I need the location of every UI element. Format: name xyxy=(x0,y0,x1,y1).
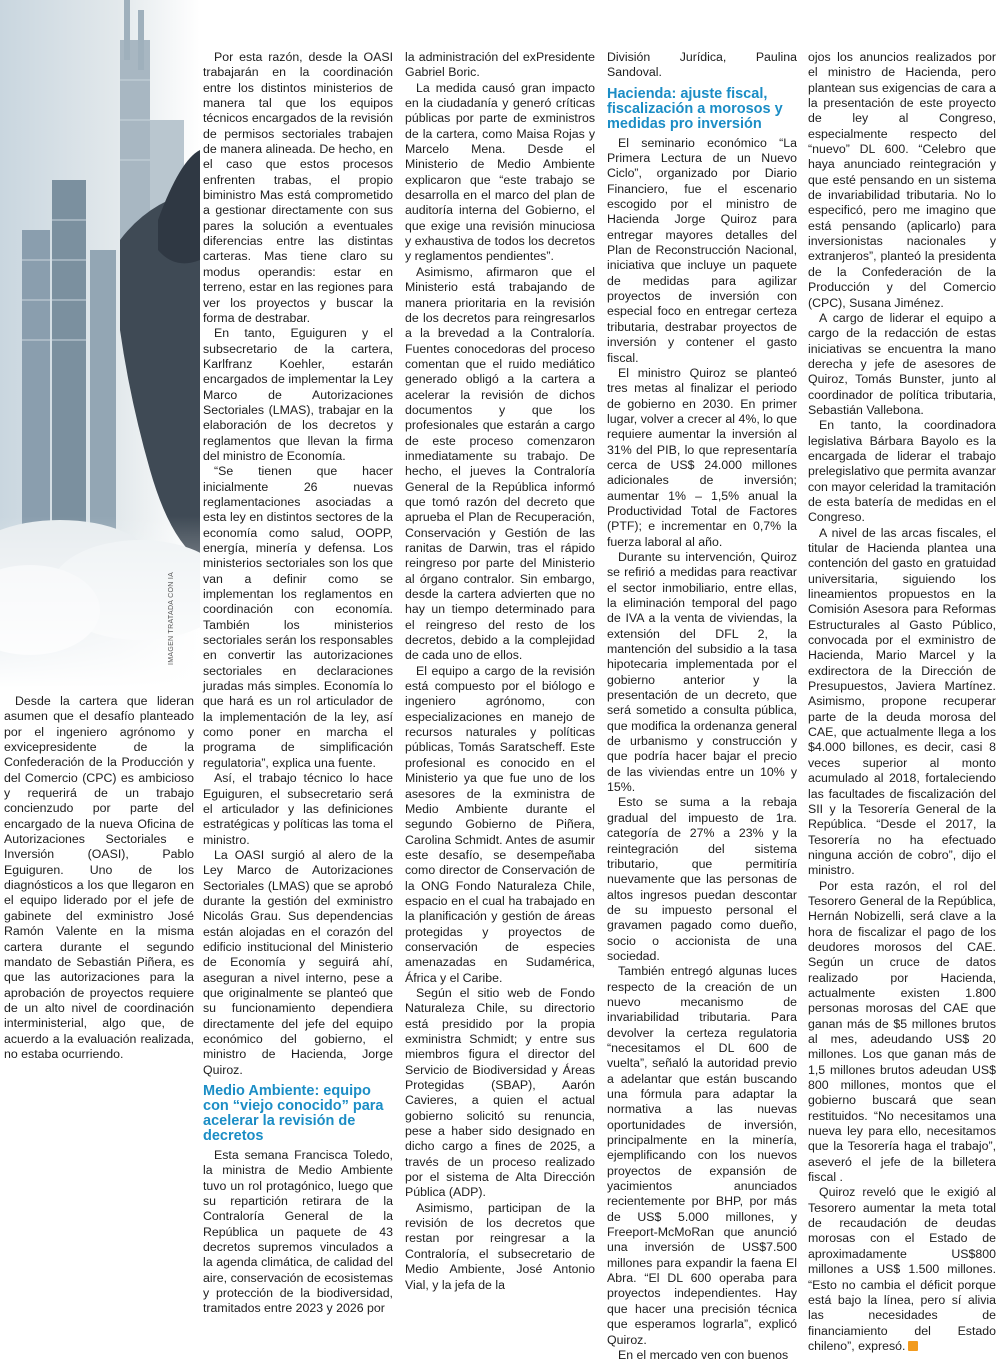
end-mark-icon xyxy=(908,1341,918,1351)
paragraph: Según el sitio web de Fondo Naturaleza Chile, su directorio está presidido por la propia exministra Schmidt; y entre sus miembros figura el director del Servicio de Biodiversidad y Áreas Protegidas (SBAP), Aarón Cavieres, a quien el actual gobierno solicitó su renuncia, pese a haber sido designado en dicho cargo a fines de 2025, a través de un proceso realizado por el sistema de Alta Dirección Pública (ADP). xyxy=(405,985,595,1200)
article-column-4 xyxy=(607,50,797,1363)
article-column-1 xyxy=(4,694,194,1062)
paragraph: A nivel de las arcas fiscales, el titular de Hacienda plantea una contención del gasto en gratuidad universitaria, siguiendo los lineamientos propuestos en la Comisión Asesora para Reformas Estructurales al Gasto Público, convocada por el exministro de Hacienda, Mario Marcel y la exdirectora de la Dirección de Presupuestos, Javiera Martínez. Asimismo, propone recuperar parte de la deuda morosa del CAE, que actualmente llega a los $4.000 billones, es decir, casi 8 veces superior al monto acumulado al 2018, fortaleciendo las facultades de fiscalización del SII y la Tesorería General de la República. “Desde el 2017, la Tesorería no ha efectuado ninguna acción de cobro”, dijo el ministro. xyxy=(808,525,996,878)
paragraph: la administración del exPresidente Gabriel Boric. xyxy=(405,50,595,80)
paragraph: Por esta razón, desde la OASI trabajarán en la coordinación entre los distintos ministerios de manera tal que los equipos técnicos encargados de la revisión de permisos sectoriales trabajen de manera alineada. De hecho, en el caso que estos procesos enfrenten trabas, el propio biministro Mas está comprometido a gestionar directamente con sus pares la solución a eventuales diferencias entre las distintas carteras. Mas tiene claro su modus operandis: estar en terreno, estar en las regiones para ver los proyectos y buscar la forma de destrabar. xyxy=(203,50,393,325)
paragraph: “Se tienen que hacer inicialmente 26 nuevas reglamentaciones asociadas a esta ley en distintos sectores de la economía como salud, OOPP, energía, minería y defensa. Los ministerios sectoriales son los que van a definir como se implementan los reglamentos en coordinación con economía. También los ministerios sectoriales serán los responsables en convertir las autorizaciones sectoriales en declaraciones juradas más simples. Economía lo que hará es un rol articulador de la implementación de la ley, así como poner en marcha el programa de simplificación regulatoria”, explica una fuente. xyxy=(203,464,393,770)
paragraph: El ministro Quiroz se planteó tres metas al finalizar el periodo de gobierno en 2030. En primer lugar, volver a crecer al 4%, lo que requiere aumentar la inversión al 31% del PIB, lo que representaría cerca de US$ 24.000 millones adicionales de inversión; aumentar 1% – 1,5% anual la Productividad Total de Factores (PTF); e incrementar en 0,7% la fuerza laboral al año. xyxy=(607,365,797,549)
section-heading-medio-ambiente: Medio Ambiente: equipo con “viejo conocido” para acelerar la revisión de decretos xyxy=(203,1083,384,1145)
paragraph: Asimismo, afirmaron que el Ministerio está trabajando de manera prioritaria en la revisión de los decretos para reingresarlos a la brevedad a la Contraloría. Fuentes conocedoras del proceso comentan que el ruido mediático generado obligó a la cartera a acelerar la revisión de dichos documentos y que los profesionales que estarán a cargo de este proceso comenzaron inmediatamente su trabajo. De hecho, el jueves la Contraloría General de la República informó que tomó razón del decreto que aprueba el Plan de Recuperación, Conservación y Gestión de las ranitas de Darwin, tras el rápido reingreso por parte del Ministerio al órgano contralor. Sin embargo, desde la cartera advierten que no hay un tiempo determinado para el reingreso del resto de los decretos, debido a la complejidad de cada uno de ellos. xyxy=(405,264,595,663)
paragraph: ojos los anuncios realizados por el ministro de Hacienda, pero plantean sus exigencias de cara a la presentación de este proyecto de ley al Congreso, especialmente respecto del “nuevo” DL 600. “Celebro que haya anunciado reintegración y que esté pensando en un sistema de invariabilidad tributaria. No lo especificó, pero me imagino que está pensando (aplicarlo) para inversionistas nacionales y extranjeros”, planteó la presidenta de la Confederación de la Producción y del Comercio (CPC), Susana Jiménez. xyxy=(808,50,996,310)
section-heading-hacienda: Hacienda: ajuste fiscal, fiscalización a morosos y medidas pro inversión xyxy=(607,85,783,132)
paragraph: El equipo a cargo de la revisión está compuesto por el biólogo e ingeniero agrónomo, con especializaciones en manejo de recursos naturales y políticas públicas, Tomás Saratscheff. Este profesional es conocido en el Ministerio ya que fue uno de los asesores de la exministra de Medio Ambiente durante el segundo Gobierno de Piñera, Carolina Schmidt. Antes de asumir este desafío, se desempeñaba como director de Conservación de la ONG Fondo Naturaleza Chile, espacio en el cual ha trabajado en la planificación y gestión de áreas protegidas y proyectos de conservación de especies amenazadas en Sudamérica, África y el Caribe. xyxy=(405,663,595,985)
paragraph: La medida causó gran impacto en la ciudadanía y generó críticas públicas por parte de exministros de la cartera, como Maisa Rojas y Marcelo Mena. Desde el Ministerio de Medio Ambiente explicaron que “este trabajo se desarrolla en el marco del plan de auditoría interna del Gobierno, el que exige una revisión minuciosa y exhaustiva de todos los decretos y reglamentos pendientes”. xyxy=(405,80,595,264)
paragraph: Así, el trabajo técnico lo hace Eguiguren, el subsecretario será el articulador y las definiciones estratégicas y políticas las toma el ministro. xyxy=(203,771,393,847)
paragraph-last xyxy=(808,1185,996,1354)
article-column-2 xyxy=(203,50,393,1317)
paragraph: Durante su intervención, Quiroz se refirió a medidas para reactivar el sector inmobiliario, entre ellas, la eliminación temporal del pago de IVA a la venta de viviendas, la extensión del DFL 2, la mantención del subsidio a la tasa hipotecaria implementada por el gobierno anterior y la presentación de un decreto, que será sometido a consulta pública, que modifica la ordenanza general de urbanismo y construcción y que podría hacer bajar el precio de las viviendas entre un 10% y 15%. xyxy=(607,549,797,795)
article-column-3 xyxy=(405,50,595,1293)
image-credit: IMAGEN TRATADA CON IA xyxy=(168,571,175,665)
paragraph: También entregó algunas luces respecto de la creación de un nuevo mecanismo de invariabilidad tributaria. Para devolver la certeza regulatoria “necesitamos el DL 600 de vuelta”, señaló la autoridad previo a adelantar que están buscando una fórmula para adaptar la normativa a las nuevas oportunidades de inversión, principalmente en la minería, ejemplificando con los nuevos proyectos de expansión de yacimientos anunciados recientemente por BHP, por más de US$ 5.000 millones, y Freeport-McMoRan que anunció una inversión de US$7.500 millones para expandir la faena El Abra. “El DL 600 operaba para proyectos independientes. Hay que hacer una precisión técnica que esperamos lograrla”, explicó Quiroz. xyxy=(607,964,797,1347)
paragraph: A cargo de liderar el equipo a cargo de la redacción de estas iniciativas se encuentra la mano derecha y jefe de asesores de Quiroz, Tomás Bunster, junto al coordinador de política tributaria, Sebastián Vallebona. xyxy=(808,310,996,417)
paragraph: Esto se suma a la rebaja gradual del impuesto de 1ra. categoría de 27% a 23% y la reintegración del sistema tributario, que permitiría nuevamente que las personas de altos ingresos puedan descontar de su impuesto personal el gravamen pagado como dueño, socio o accionista de una sociedad. xyxy=(607,795,797,963)
article-column-5 xyxy=(808,50,996,1354)
paragraph: División Jurídica, Paulina Sandoval. xyxy=(607,50,797,80)
paragraph-text: Quiroz reveló que le exigió al Tesorero aumentar la meta total de recaudación de deudas morosas con el Estado de aproximadamente US$800 millones a US$ 1.500 millones. “Esto no cambia el déficit porque está bajo la línea, pero sí alivia las necesidades de financiamiento del Estado chileno”, expresó. xyxy=(808,1185,996,1353)
paragraph: Desde la cartera que lideran asumen que el desafío planteado por el ingeniero agrónomo y exvicepresidente de la Confederación de la Producción y del Comercio (CPC) es ambicioso y requerirá de un trabajo concienzudo por parte del encargado de la nueva Oficina de Autorizaciones Sectoriales e Inversión (OASI), Pablo Eguiguren. Uno de los diagnósticos a los que llegaron en el equipo liderado por el jefe de gabinete del exministro José Ramón Valente en la misma cartera durante el segundo mandato de Sebastián Piñera, es que las autorizaciones para la aprobación de proyectos requiere de un alto nivel de coordinación interministerial, algo que, de acuerdo a la evaluación realizada, no estaba ocurriendo. xyxy=(4,694,194,1061)
paragraph: Por esta razón, el rol del Tesorero General de la República, Hernán Nobizelli, será clave a la hora de fiscalizar el pago de los deudores morosos del CAE. Según un cruce de datos realizado por Hacienda, actualmente existen 1.800 personas morosas del CAE que ganan más de $5 millones brutos al mes, adeudando US$ 20 millones. Los que ganan más de 1,5 millones brutos adeudan US$ 800 millones, montos que el gobierno buscará que sean restituidos. “No necesitamos una nueva ley para ello, necesitamos que la Tesorería haga el trabajo”, aseveró el jefe de la billetera fiscal . xyxy=(808,878,996,1185)
paragraph: En tanto, la coordinadora legislativa Bárbara Bayolo es la encargada de liderar el trabajo prelegislativo que permita avanzar con mayor celeridad la tramitación de esta batería de medidas en el Congreso. xyxy=(808,418,997,525)
paragraph: Asimismo, participan de la revisión de los decretos que restan por reingresar a la Contraloría, el subsecretario de Medio Ambiente, José Antonio Vial, y la jefa de la xyxy=(405,1200,595,1292)
paragraph: La OASI surgió al alero de la Ley Marco de Autorizaciones Sectoriales (LMAS) que se aprobó durante la gestión del exministro Nicolás Grau. Sus dependencias están alojadas en el corazón del edificio institucional del Ministerio de Economía y seguirá ahí, aseguran a nivel interno, pese a que originalmente se planteó que su funcionamiento dependiera directamente del jefe del equipo económico del gobierno, el ministro de Hacienda, Jorge Quiroz. xyxy=(203,847,393,1077)
paragraph: En tanto, Eguiguren y el subsecretario de la cartera, Karlfranz Koehler, estarán encargados de implementar la Ley Marco de Autorizaciones Sectoriales (LMAS), trabajar en la elaboración de los decretos y reglamentos que llevan la firma del ministro de Economía. xyxy=(203,326,393,463)
paragraph: Esta semana Francisca Toledo, la ministra de Medio Ambiente tuvo un rol protagónico, luego que su repartición retirara de la Contraloría General de la República un paquete de 43 decretos supremos vinculados a la agenda climática, de calidad del aire, conservación de ecosistemas y protección de la biodiversidad, tramitados entre 2023 y 2026 por xyxy=(203,1148,393,1316)
paragraph: El seminario económico “La Primera Lectura de un Nuevo Ciclo”, organizado por Diario Financiero, fue el escenario escogido por el ministro de Hacienda Jorge Quiroz para entregar mayores detalles del Plan de Reconstrucción Nacional, iniciativa que incluye un paquete de medidas para agilizar proyectos de inversión con especial foco en entregar certeza tributaria, destrabar proyectos de inversión y contener el gasto fiscal. xyxy=(607,135,797,365)
paragraph: En el mercado ven con buenos xyxy=(618,1347,789,1362)
